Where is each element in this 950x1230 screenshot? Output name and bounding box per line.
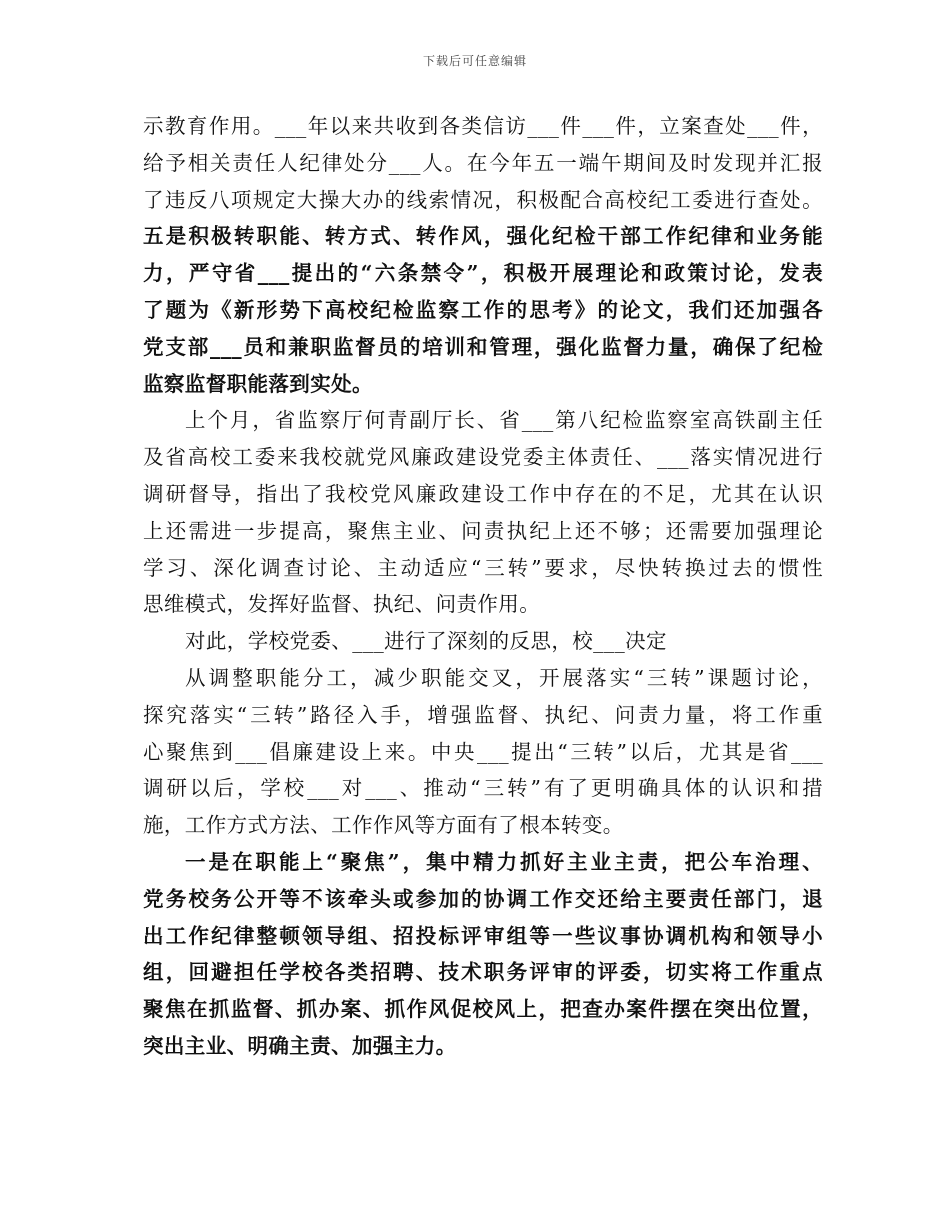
text-line: 给予相关责任人纪律处分___人。在今年五一端午期间及时发现并汇报	[143, 150, 823, 175]
text-line: 一是在职能上“聚焦”，集中精力抓好主业主责，把公车治理、	[185, 849, 823, 874]
text-line: 上个月，省监察厅何青副厅长、省___第八纪检监察室高铁副主任	[185, 408, 823, 433]
text-line: 调研督导，指出了我校党风廉政建设工作中存在的不足，尤其在认识	[143, 481, 823, 506]
text-line: 示教育作用。___年以来共收到各类信访___件___件，立案查处___件，	[143, 114, 823, 138]
text-line: 党务校务公开等不该牵头或参加的协调工作交还给主要责任部门，退	[143, 886, 823, 911]
text-line: 调研以后，学校___对___、推动“三转”有了更明确具体的认识和措	[143, 776, 823, 801]
text-line: 出工作纪律整顿领导组、招投标评审组等一些议事协调机构和领导小	[143, 923, 823, 948]
text-line: 突出主业、明确主责、加强主力。	[143, 1033, 457, 1058]
text-line: 心聚焦到___倡廉建设上来。中央___提出“三转”以后，尤其是省___	[143, 739, 823, 764]
text-line: 聚焦在抓监督、抓办案、抓作风促校风上，把查办案件摆在突出位置，	[143, 997, 823, 1022]
text-line: 思维模式，发挥好监督、执纪、问责作用。	[143, 592, 541, 617]
text-line: 组，回避担任学校各类招聘、技术职务评审的评委，切实将工作重点	[143, 960, 823, 985]
text-line: 了违反八项规定大操大办的线索情况，积极配合高校纪工委进行查处。	[143, 187, 823, 212]
text-line: 施，工作方式方法、工作作风等方面有了根本转变。	[143, 813, 624, 838]
text-line: 上还需进一步提高，聚焦主业、问责执纪上还不够；还需要加强理论	[143, 518, 823, 543]
text-line: 从调整职能分工，减少职能交叉，开展落实“三转”课题讨论，	[185, 665, 823, 690]
text-line: 及省高校工委来我校就党风廉政建设党委主体责任、___落实情况进行	[143, 445, 823, 470]
text-line: 对此，学校党委、___进行了深刻的反思，校___决定	[185, 629, 667, 654]
page-header: 下载后可任意编辑	[422, 54, 527, 68]
document-body	[143, 108, 823, 1065]
text-line: 党支部___员和兼职监督员的培训和管理，强化监督力量，确保了纪检	[143, 334, 823, 359]
text-line: 五是积极转职能、转方式、转作风，强化纪检干部工作纪律和业务能	[143, 224, 823, 249]
text-line: 学习、深化调查讨论、主动适应“三转”要求，尽快转换过去的惯性	[143, 555, 823, 580]
text-line: 监察监督职能落到实处。	[143, 371, 373, 396]
text-line: 探究落实“三转”路径入手，增强监督、执纪、问责力量，将工作重	[143, 702, 823, 727]
text-line: 了题为《新形势下高校纪检监察工作的思考》的论文，我们还加强各	[143, 297, 823, 322]
text-line: 力，严守省___提出的“六条禁令”，积极开展理论和政策讨论，发表	[143, 261, 823, 286]
